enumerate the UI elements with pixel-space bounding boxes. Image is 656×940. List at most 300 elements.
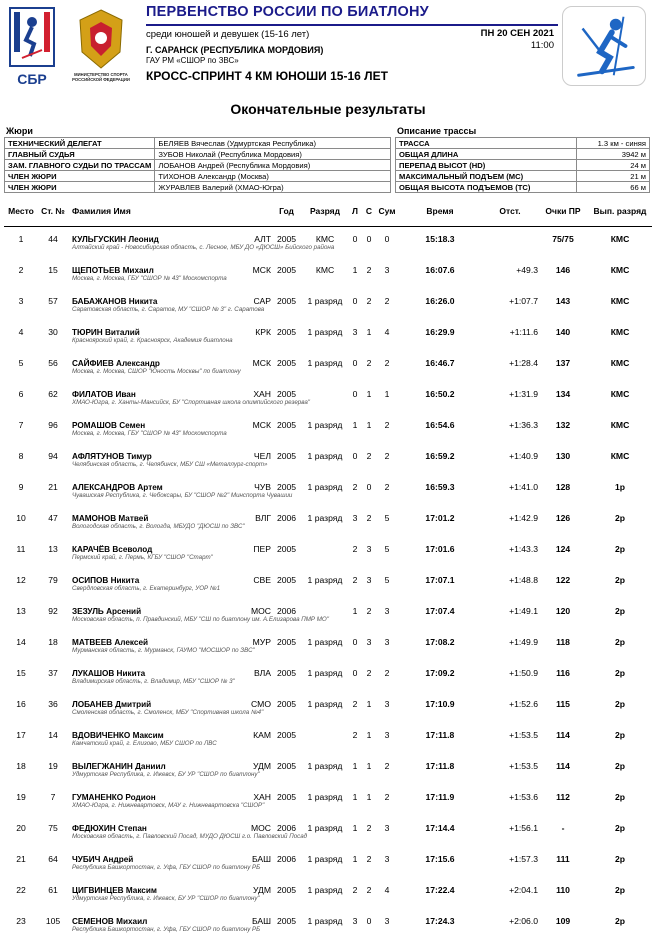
points-cell: 122 (555, 574, 571, 585)
bib-cell: 94 (48, 450, 58, 461)
region-code: СВЕ (253, 574, 271, 585)
athlete-name: ЦИГВИНЦЕВ Максим (72, 885, 157, 895)
region-code: САР (253, 295, 271, 306)
points-cell: 110 (556, 884, 570, 895)
points-cell: 111 (556, 853, 570, 864)
club-spacer (376, 368, 652, 382)
sbr-logo-text: СБР (17, 71, 47, 87)
club-spacer (4, 275, 38, 289)
club-spacer (376, 678, 652, 692)
club-spacer (38, 337, 68, 351)
behind-cell: +1:31.9 (509, 388, 538, 399)
qualification-cell: 2р (614, 729, 626, 740)
shoot-l-cell: 1 (352, 419, 358, 430)
time-cell: 15:18.3 (425, 233, 455, 244)
race-title: КРОСС-СПРИНТ 4 КМ ЮНОШИ 15-16 ЛЕТ (146, 69, 388, 83)
club-spacer (38, 926, 68, 940)
region-code: БАШ (251, 915, 271, 926)
qualification-cell: КМС (610, 233, 630, 244)
region-code: ЧЕЛ (253, 450, 271, 461)
rank-cell: 1 разряд (307, 884, 343, 895)
bib-cell: 7 (50, 791, 56, 802)
time-cell: 17:14.4 (425, 822, 455, 833)
athlete-cell (68, 537, 271, 554)
year-cell: 2005 (276, 295, 297, 306)
athlete-name: ЩЕПОТЬЕВ Михаил (72, 265, 154, 275)
time-cell: 17:10.9 (425, 698, 455, 709)
club-cell: Алтайский край - Новосибирская область, с. Лесное, МБУ ДО «ДЮСШ» Бийского района (72, 243, 335, 251)
track-value: 1.3 км - синяя (577, 138, 650, 149)
table-row (4, 258, 652, 275)
header (0, 0, 656, 92)
region-code: ХАН (253, 388, 271, 399)
rank-cell: 1 разряд (307, 853, 343, 864)
shoot-s-cell: 2 (366, 264, 372, 275)
year-cell: 2005 (276, 543, 297, 554)
qualification-cell: 2р (614, 512, 626, 523)
year-cell: 2005 (276, 760, 297, 771)
shoot-l-cell: 1 (352, 853, 358, 864)
bib-cell: 79 (48, 574, 58, 585)
club-spacer (38, 709, 68, 723)
club-spacer (4, 461, 38, 475)
club-spacer (376, 864, 652, 878)
club-row (4, 461, 652, 475)
shoot-s-cell: 1 (366, 729, 372, 740)
behind-cell: +1:56.1 (509, 822, 538, 833)
shoot-l-cell: 1 (352, 822, 358, 833)
rank-cell: 1 разряд (307, 791, 343, 802)
behind-cell: +1:50.9 (509, 667, 538, 678)
shoot-sum-cell: 2 (384, 481, 390, 492)
club-row (4, 647, 652, 661)
time-cell: 17:11.9 (425, 791, 455, 802)
place-cell: 5 (18, 357, 24, 368)
table-row (4, 382, 652, 399)
shoot-s-cell: 2 (366, 605, 372, 616)
behind-cell: +1:42.9 (509, 512, 538, 523)
club-row (4, 740, 652, 754)
club-spacer (376, 833, 652, 847)
behind-cell: +1:57.3 (509, 853, 538, 864)
track-row (396, 171, 650, 182)
year-cell: 2005 (276, 574, 297, 585)
shoot-sum-cell: 2 (384, 295, 390, 306)
title-divider (146, 24, 558, 26)
rank-cell: 1 разряд (307, 481, 343, 492)
region-code: ВЛГ (255, 512, 271, 523)
shoot-s-cell: 3 (366, 543, 372, 554)
track-row (396, 182, 650, 193)
points-cell: 114 (556, 760, 570, 771)
shoot-l-cell: 2 (352, 574, 358, 585)
rank-cell: 1 разряд (307, 698, 343, 709)
shoot-sum-cell: 4 (384, 884, 390, 895)
athlete-cell (68, 351, 271, 368)
rank-cell: КМС (315, 233, 335, 244)
event-title: ПЕРВЕНСТВО РОССИИ ПО БИАТЛОНУ (146, 4, 429, 20)
club-cell: ХМАО-Югра, г. Нижневартовск, МАУ г. Нижневартовска "СШОР" (72, 801, 265, 809)
jury-role: ГЛАВНЫЙ СУДЬЯ (5, 149, 155, 160)
place-cell: 7 (18, 419, 24, 430)
bib-cell: 75 (48, 822, 58, 833)
rank-cell: 1 разряд (307, 636, 343, 647)
year-cell: 2005 (276, 481, 297, 492)
club-row (4, 585, 652, 599)
jury-row (5, 171, 391, 182)
time-cell: 17:22.4 (425, 884, 455, 895)
shoot-sum-cell: 3 (384, 729, 390, 740)
year-cell: 2005 (276, 667, 297, 678)
shoot-l-cell: 1 (352, 791, 358, 802)
region-code: ХАН (253, 791, 271, 802)
qualification-cell: КМС (610, 326, 630, 337)
time-cell: 16:59.3 (425, 481, 455, 492)
club-cell: Московская область, п. Правдинский, МБУ "СШ по биатлону им. А.Елизарова ПМР МО" (72, 615, 329, 623)
athlete-cell (68, 692, 271, 709)
club-spacer (38, 802, 68, 816)
club-spacer (4, 647, 38, 661)
place-cell: 10 (16, 512, 26, 523)
table-row (4, 413, 652, 430)
club-spacer (376, 709, 652, 723)
club-spacer (38, 616, 68, 630)
col-time: Время (398, 198, 482, 226)
col-points: Очки ПР (538, 198, 588, 226)
club-spacer (376, 337, 652, 351)
results-header-row (4, 198, 652, 226)
shoot-sum-cell: 2 (384, 667, 390, 678)
bib-cell: 19 (48, 760, 58, 771)
qualification-cell: 2р (614, 667, 626, 678)
athlete-cell (68, 506, 271, 523)
shoot-s-cell: 3 (366, 636, 372, 647)
athlete-cell (68, 909, 271, 926)
shoot-l-cell: 0 (352, 233, 358, 244)
region-code: АЛТ (254, 233, 271, 244)
club-spacer (376, 647, 652, 661)
shoot-l-cell: 0 (352, 295, 358, 306)
qualification-cell: 2р (614, 915, 626, 926)
athlete-cell (68, 320, 271, 337)
region-code: УДМ (252, 760, 271, 771)
track-row (396, 138, 650, 149)
qualification-cell: КМС (610, 264, 630, 275)
bib-cell: 36 (48, 698, 58, 709)
table-row (4, 878, 652, 895)
club-cell: Москва, г. Москва, ГБУ "СШОР № 43" Москомспорта (72, 274, 227, 282)
jury-title: Жюри (6, 126, 33, 136)
club-row (4, 864, 652, 878)
time-cell: 16:59.2 (425, 450, 455, 461)
time-cell: 16:46.7 (425, 357, 455, 368)
club-cell: Челябинская область, г. Челябинск, МБУ СШ «Металлург-спорт» (72, 460, 268, 468)
shoot-sum-cell: 2 (384, 760, 390, 771)
athlete-name: БАБАЖАНОВ Никита (72, 296, 158, 306)
shoot-s-cell: 2 (366, 357, 372, 368)
club-spacer (376, 399, 652, 413)
club-cell: Московская область, г. Павловский Посад, МУДО ДЮСШ г.о. Павловский Посад (72, 832, 308, 840)
track-title: Описание трассы (397, 126, 477, 136)
year-cell: 2005 (276, 388, 297, 399)
behind-cell: +1:53.5 (509, 729, 538, 740)
club-spacer (4, 678, 38, 692)
rank-cell: КМС (315, 264, 335, 275)
region-code: МСК (252, 264, 271, 275)
shoot-l-cell: 2 (352, 481, 358, 492)
year-cell: 2006 (276, 853, 297, 864)
bib-cell: 56 (48, 357, 58, 368)
shoot-sum-cell: 5 (384, 574, 390, 585)
shoot-l-cell: 0 (352, 388, 358, 399)
year-cell: 2005 (276, 357, 297, 368)
points-cell: 112 (556, 791, 570, 802)
track-row (396, 149, 650, 160)
club-cell: Удмуртская Республика, г. Ижевск, БУ УР "СШОР по биатлону" (72, 770, 260, 778)
place-cell: 2 (18, 264, 24, 275)
qualification-cell: 2р (614, 760, 626, 771)
jury-table (4, 137, 391, 193)
shoot-sum-cell: 2 (384, 450, 390, 461)
athlete-name: ЧУБИЧ Андрей (72, 854, 134, 864)
table-row (4, 754, 652, 771)
ministry-text: МИНИСТЕРСТВО СПОРТА РОССИЙСКОЙ ФЕДЕРАЦИИ (72, 72, 130, 83)
athlete-name: ВЫЛЕГЖАНИН Даниил (72, 761, 166, 771)
club-spacer (376, 802, 652, 816)
athlete-cell (68, 413, 271, 430)
place-cell: 6 (18, 388, 24, 399)
shoot-l-cell: 0 (352, 450, 358, 461)
athlete-name: МАМОНОВ Матвей (72, 513, 149, 523)
shoot-sum-cell: 3 (384, 853, 390, 864)
place-cell: 3 (18, 295, 24, 306)
shoot-l-cell: 1 (352, 605, 358, 616)
rank-cell: 1 разряд (307, 822, 343, 833)
region-code: СМО (251, 698, 271, 709)
points-cell: 118 (556, 636, 570, 647)
rank-cell (302, 537, 348, 554)
year-cell: 2005 (276, 326, 297, 337)
club-spacer (4, 709, 38, 723)
athlete-name: РОМАШОВ Семен (72, 420, 146, 430)
shoot-s-cell: 0 (366, 481, 372, 492)
athlete-cell (68, 382, 271, 399)
shoot-l-cell: 2 (352, 698, 358, 709)
club-cell: Чувашская Республика, г. Чебоксары, БУ "СШОР №2" Минспорта Чувашии (72, 491, 293, 499)
event-subtitle: среди юношей и девушек (15-16 лет) (146, 29, 310, 40)
track-table (395, 137, 650, 193)
points-cell: 132 (555, 419, 571, 430)
club-spacer (38, 740, 68, 754)
jury-role: ТЕХНИЧЕСКИЙ ДЕЛЕГАТ (5, 138, 155, 149)
shoot-sum-cell: 1 (384, 388, 390, 399)
bib-cell: 96 (48, 419, 58, 430)
athlete-cell (68, 226, 271, 244)
club-row (4, 616, 652, 630)
shoot-s-cell: 2 (366, 853, 372, 864)
region-code: КАМ (253, 729, 271, 740)
shoot-s-cell: 3 (366, 574, 372, 585)
bib-cell: 57 (48, 295, 58, 306)
club-spacer (4, 833, 38, 847)
shoot-s-cell: 2 (366, 450, 372, 461)
club-row (4, 926, 652, 940)
club-spacer (376, 461, 652, 475)
club-spacer (4, 430, 38, 444)
table-row (4, 630, 652, 647)
athlete-cell (68, 258, 271, 275)
shoot-s-cell: 1 (366, 419, 372, 430)
shoot-s-cell: 1 (366, 388, 372, 399)
col-l: Л (348, 198, 362, 226)
rank-cell: 1 разряд (307, 326, 343, 337)
club-cell: Республика Башкортостан, г. Уфа, ГБУ СШОР по биатлону РБ (72, 863, 261, 871)
region-code: КРК (255, 326, 271, 337)
points-cell: 130 (555, 450, 571, 461)
place-cell: 11 (16, 543, 26, 554)
club-spacer (38, 895, 68, 909)
ministry-emblem-icon (62, 6, 140, 90)
col-s: С (362, 198, 376, 226)
track-value: 21 м (577, 171, 650, 182)
region-code: БАШ (251, 853, 271, 864)
jury-name: БЕЛЯЕВ Вячеслав (Удмуртская Республика) (155, 138, 391, 149)
club-spacer (4, 554, 38, 568)
jury-role: ЗАМ. ГЛАВНОГО СУДЬИ ПО ТРАССАМ (5, 160, 155, 171)
athlete-name: ГУМАНЕНКО Родион (72, 792, 156, 802)
club-spacer (38, 864, 68, 878)
points-cell: 120 (555, 605, 571, 616)
place-cell: 1 (18, 233, 24, 244)
table-row (4, 320, 652, 337)
jury-role: ЧЛЕН ЖЮРИ (5, 171, 155, 182)
jury-role: ЧЛЕН ЖЮРИ (5, 182, 155, 193)
place-cell: 16 (16, 698, 26, 709)
qualification-cell: КМС (610, 295, 630, 306)
rank-cell: 1 разряд (307, 760, 343, 771)
time-cell: 17:24.3 (425, 915, 455, 926)
sbr-logo-icon (8, 6, 56, 90)
place-cell: 8 (18, 450, 24, 461)
club-spacer (4, 802, 38, 816)
jury-name: ЗУБОВ Николай (Республика Мордовия) (155, 149, 391, 160)
points-cell: 75/75 (552, 233, 574, 244)
athlete-name: КУЛЬГУСКИН Леонид (72, 234, 159, 244)
bib-cell: 64 (48, 853, 58, 864)
bib-cell: 13 (48, 543, 58, 554)
athlete-name: МАТВЕЕВ Алексей (72, 637, 149, 647)
year-cell: 2006 (276, 822, 297, 833)
region-code: ВЛА (253, 667, 271, 678)
athlete-cell (68, 878, 271, 895)
athlete-name: ЛОБАНЕВ Дмитрий (72, 699, 152, 709)
shoot-s-cell: 0 (366, 915, 372, 926)
club-spacer (38, 306, 68, 320)
shoot-s-cell: 2 (366, 667, 372, 678)
shoot-s-cell: 0 (366, 233, 372, 244)
table-row (4, 785, 652, 802)
table-row (4, 506, 652, 523)
region-code: УДМ (252, 884, 271, 895)
time-cell: 17:09.2 (425, 667, 455, 678)
shoot-sum-cell: 3 (384, 698, 390, 709)
behind-cell: +2:04.1 (509, 884, 538, 895)
bib-cell: 61 (48, 884, 58, 895)
club-cell: Саратовская область, г. Саратов, МУ "СШОР № 3" г. Саратова (72, 305, 265, 313)
club-spacer (376, 244, 652, 258)
athlete-cell (68, 568, 271, 585)
athlete-name: АФЛЯТУНОВ Тимур (72, 451, 152, 461)
athlete-cell (68, 289, 271, 306)
rank-cell: 1 разряд (307, 450, 343, 461)
club-cell: Смоленская область, г. Смоленск, МБУ "Спортивная школа №4" (72, 708, 264, 716)
club-spacer (376, 585, 652, 599)
athlete-cell (68, 754, 271, 771)
behind-cell: +1:40.9 (509, 450, 538, 461)
points-cell: 126 (555, 512, 571, 523)
table-row (4, 475, 652, 492)
place-cell: 14 (16, 636, 26, 647)
rank-cell (302, 599, 348, 616)
behind-cell: +1:11.6 (509, 326, 538, 337)
shoot-sum-cell: 0 (384, 233, 390, 244)
behind-cell: +2:06.0 (509, 915, 538, 926)
shoot-l-cell: 1 (352, 760, 358, 771)
club-spacer (38, 492, 68, 506)
shoot-l-cell: 0 (352, 636, 358, 647)
table-row (4, 599, 652, 616)
bib-cell: 44 (48, 233, 58, 244)
year-cell: 2005 (276, 729, 297, 740)
club-cell: Мурманская область, г. Мурманск, ГАУМО "МОСШОР по ЗВС" (72, 646, 255, 654)
table-row (4, 568, 652, 585)
time-cell: 16:54.6 (425, 419, 455, 430)
time-cell: 17:11.8 (425, 729, 455, 740)
year-cell: 2005 (276, 915, 297, 926)
region-code: МОС (250, 605, 271, 616)
athlete-name: АЛЕКСАНДРОВ Артем (72, 482, 163, 492)
table-row (4, 692, 652, 709)
event-date: ПН 20 СЕН 2021 (480, 28, 554, 39)
time-cell: 17:01.6 (425, 543, 455, 554)
place-cell: 20 (16, 822, 26, 833)
jury-row (5, 138, 391, 149)
bib-cell: 18 (48, 636, 58, 647)
table-row (4, 289, 652, 306)
results-table (4, 198, 652, 940)
club-row (4, 399, 652, 413)
shoot-sum-cell: 5 (384, 543, 390, 554)
behind-cell: +1:49.1 (509, 605, 538, 616)
club-spacer (376, 492, 652, 506)
region-code: ПЕР (253, 543, 271, 554)
athlete-name: ЛУКАШОВ Никита (72, 668, 146, 678)
track-label: ТРАССА (396, 138, 577, 149)
club-spacer (4, 740, 38, 754)
shoot-l-cell: 1 (352, 264, 358, 275)
jury-row (5, 160, 391, 171)
points-cell: 128 (555, 481, 571, 492)
track-value: 3942 м (577, 149, 650, 160)
jury-row (5, 149, 391, 160)
rank-cell: 1 разряд (307, 667, 343, 678)
club-row (4, 492, 652, 506)
behind-cell: +1:41.0 (509, 481, 538, 492)
year-cell: 2005 (276, 636, 297, 647)
place-cell: 12 (16, 574, 26, 585)
qualification-cell: 2р (614, 636, 626, 647)
jury-name: ЛОБАНОВ Андрей (Республика Мордовия) (155, 160, 391, 171)
